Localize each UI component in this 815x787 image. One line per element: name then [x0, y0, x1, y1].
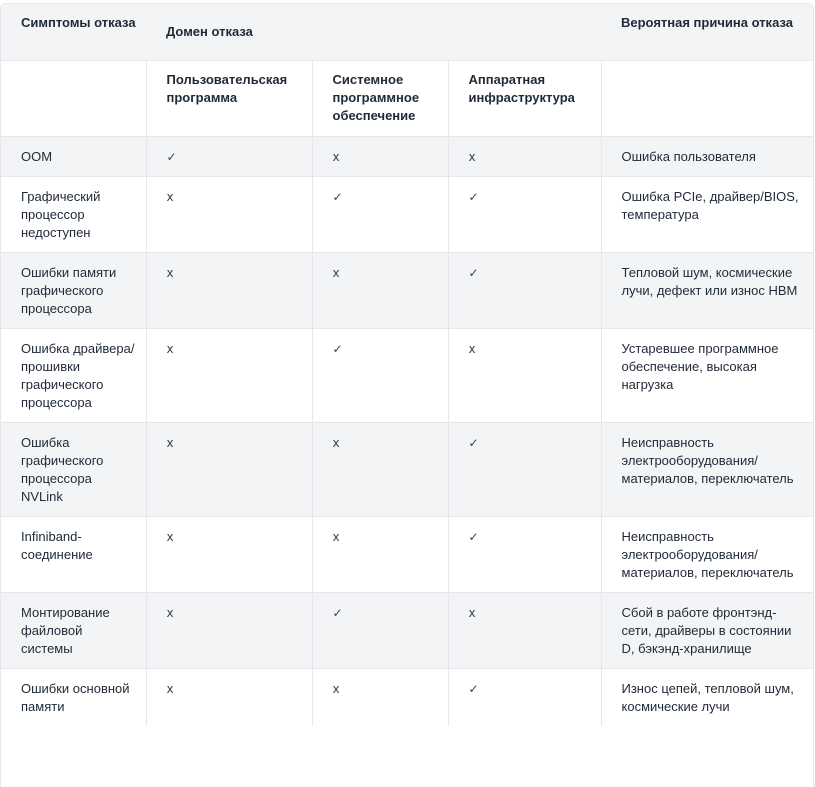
cross-icon: x — [332, 265, 340, 280]
row-symptom: Infiniband-соединение — [21, 528, 93, 562]
subheader-user-label: Пользовательская программа — [166, 71, 288, 105]
header-symptoms-label: Симптомы отказа — [21, 15, 136, 30]
check-icon: ✓ — [468, 529, 479, 544]
table-row — [1, 136, 814, 176]
subheader-empty — [1, 60, 146, 136]
cross-icon: x — [332, 529, 340, 544]
cross-icon: x — [468, 149, 476, 164]
table-row — [1, 592, 814, 668]
check-icon: ✓ — [332, 605, 343, 620]
cross-icon: x — [468, 605, 476, 620]
row-cause: Неисправность электрооборудования/ материалов, переключатель — [621, 434, 794, 486]
row-symptom: Ошибка графического процессора NVLink — [21, 434, 104, 504]
subheader-hw-label: Аппаратная инфраструктура — [468, 71, 575, 105]
subheader-user — [146, 60, 312, 136]
cross-icon: x — [468, 341, 476, 356]
cross-icon: x — [332, 149, 340, 164]
row-symptom: Ошибки памяти графического процессора — [21, 264, 117, 316]
table-row — [1, 328, 814, 422]
header-symptoms — [1, 4, 146, 60]
header-cause — [601, 4, 814, 60]
table-row — [1, 422, 814, 516]
check-icon: ✓ — [166, 149, 177, 164]
failure-domain-table — [1, 4, 814, 726]
table-row — [1, 252, 814, 328]
subheader-row — [1, 60, 814, 136]
header-domain — [146, 4, 601, 60]
cross-icon: x — [166, 435, 174, 450]
row-symptom: Графический процессор недоступен — [21, 188, 101, 240]
check-icon: ✓ — [332, 189, 343, 204]
cross-icon: x — [166, 529, 174, 544]
row-cause: Ошибка пользователя — [621, 148, 756, 164]
row-cause: Ошибка PCIe, драйвер/BIOS, температура — [621, 188, 799, 222]
cross-icon: x — [166, 341, 174, 356]
check-icon: ✓ — [468, 681, 479, 696]
header-row — [1, 4, 814, 60]
cross-icon: x — [166, 605, 174, 620]
check-icon: ✓ — [468, 265, 479, 280]
subheader-system-label: Системное программное обеспечение — [332, 71, 420, 123]
row-cause: Неисправность электрооборудования/ материалов, переключатель — [621, 528, 794, 580]
subheader-system — [312, 60, 448, 136]
cross-icon: x — [166, 265, 174, 280]
row-cause: Устаревшее программное обеспечение, высокая нагрузка — [621, 340, 779, 392]
check-icon: ✓ — [468, 189, 479, 204]
cross-icon: x — [332, 435, 340, 450]
row-cause: Тепловой шум, космические лучи, дефект или износ HBM — [621, 264, 798, 298]
row-symptom: Ошибки основной памяти — [21, 680, 130, 714]
cross-icon: x — [332, 681, 340, 696]
check-icon: ✓ — [468, 435, 479, 450]
subheader-hw — [448, 60, 601, 136]
header-cause-label: Вероятная причина отказа — [621, 15, 793, 30]
header-domain-label: Домен отказа — [166, 24, 253, 39]
table-row — [1, 668, 814, 726]
subheader-cause-empty — [601, 60, 814, 136]
cross-icon: x — [166, 189, 174, 204]
failure-table — [0, 3, 814, 787]
row-cause: Сбой в работе фронтэнд-сети, драйверы в состоянии D, бэкэнд-хранилище — [621, 604, 792, 656]
row-symptom: OOM — [21, 148, 53, 164]
row-symptom: Ошибка драйвера/ прошивки графического процессора — [21, 340, 135, 410]
check-icon: ✓ — [332, 341, 343, 356]
table-row — [1, 176, 814, 252]
table-row — [1, 516, 814, 592]
cross-icon: x — [166, 681, 174, 696]
row-symptom: Монтирование файловой системы — [21, 604, 110, 656]
row-cause: Износ цепей, тепловой шум, космические лучи — [621, 680, 794, 714]
